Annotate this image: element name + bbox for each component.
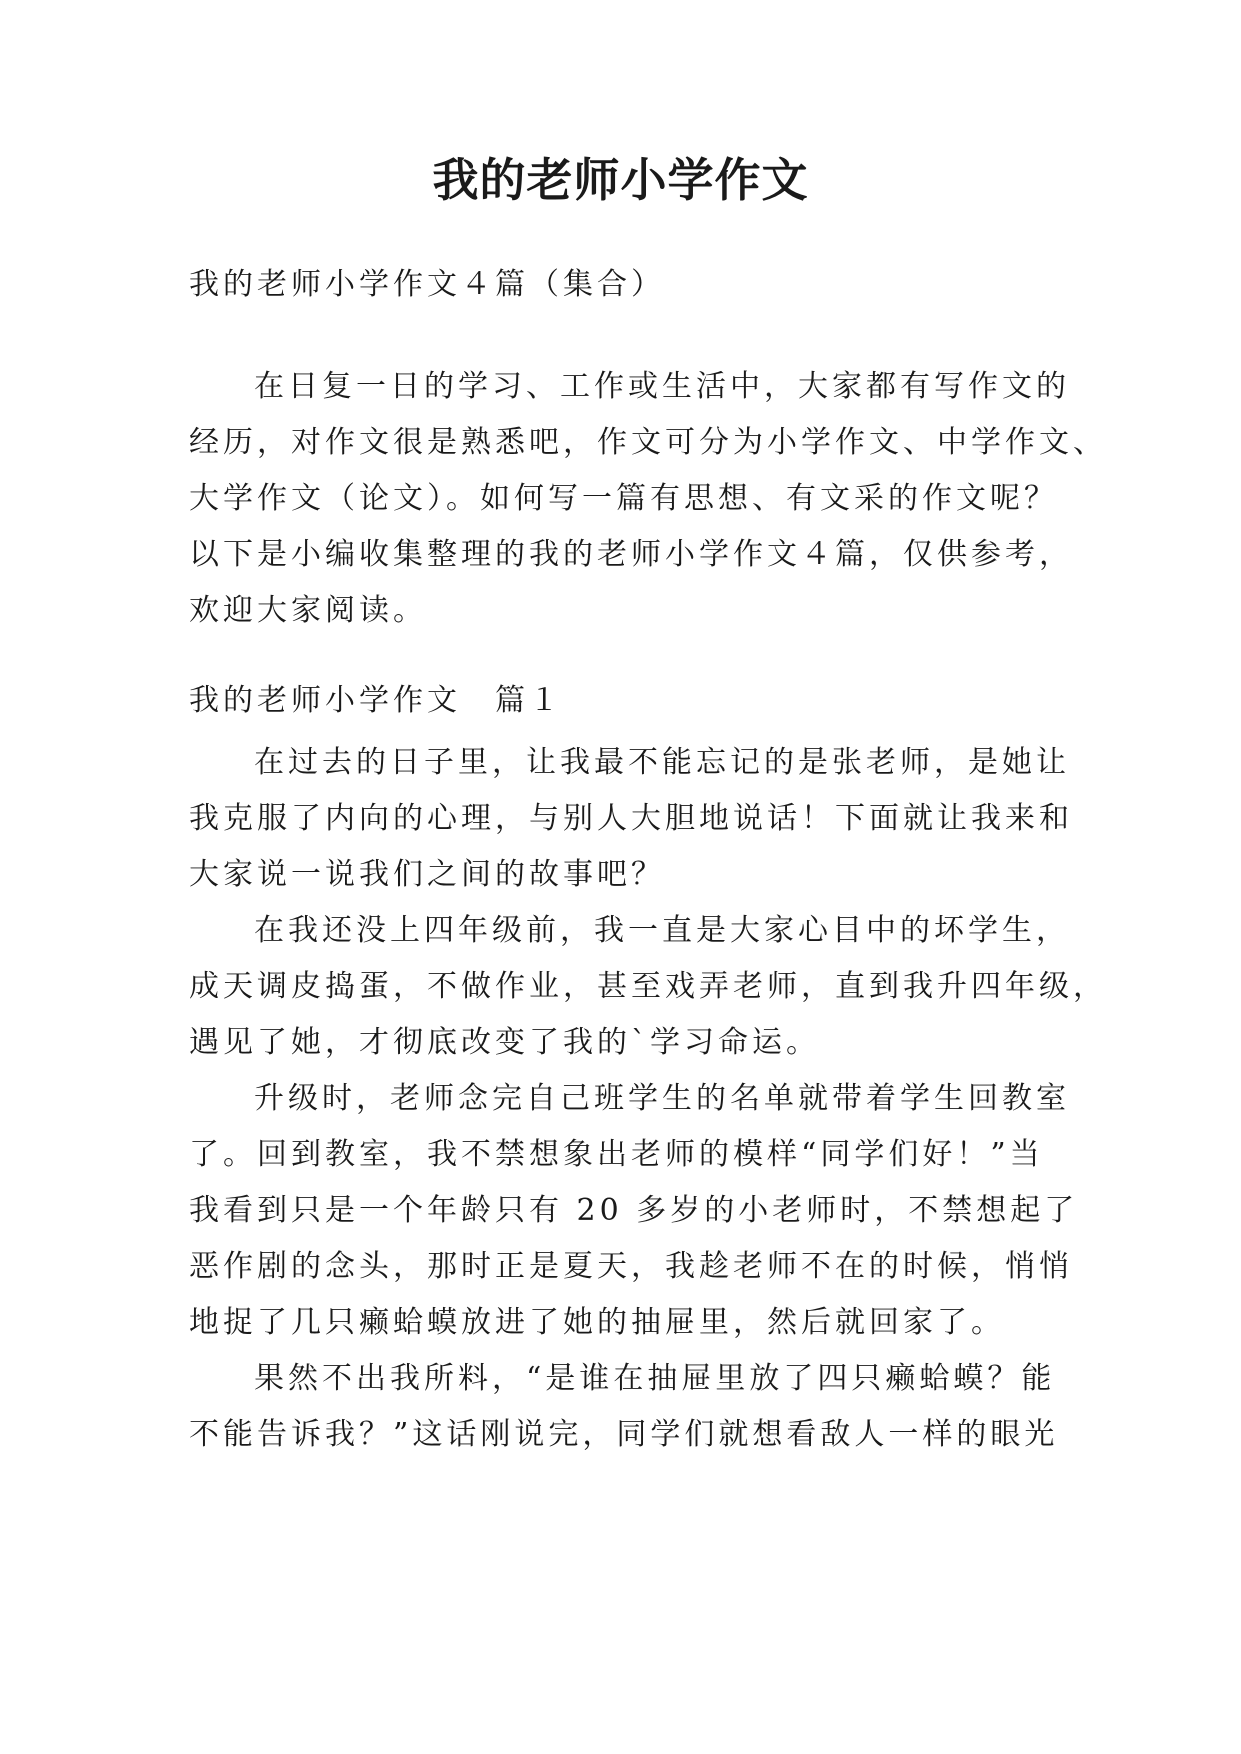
intro-line: 大学作文（论文）。如何写一篇有思想、有文采的作文呢？ (189, 481, 1058, 516)
section-line: 了。回到教室，我不禁想象出老师的模样“同学们好！”当 (189, 1137, 1044, 1172)
section-line: 恶作剧的念头，那时正是夏天，我趁老师不在的时候，悄悄 (189, 1249, 1073, 1284)
document-title: 我的老师小学作文 (432, 153, 809, 207)
section-line: 升级时，老师念完自己班学生的名单就带着学生回教室 (254, 1081, 1070, 1116)
section-line: 不能告诉我？”这话刚说完，同学们就想看敌人一样的眼光 (189, 1417, 1059, 1452)
section-line: 我看到只是一个年龄只有 20 多岁的小老师时，不禁想起了 (189, 1193, 1079, 1228)
section-line: 在我还没上四年级前，我一直是大家心目中的坏学生， (254, 913, 1070, 948)
section-line: 成天调皮捣蛋，不做作业，甚至戏弄老师，直到我升四年级， (189, 969, 1107, 1004)
section-heading: 我的老师小学作文 篇１ (189, 683, 563, 718)
intro-line: 以下是小编收集整理的我的老师小学作文４篇，仅供参考， (189, 537, 1073, 572)
section-line: 地捉了几只癞蛤蟆放进了她的抽屉里，然后就回家了。 (189, 1305, 1005, 1340)
intro-line: 欢迎大家阅读。 (189, 593, 427, 628)
section-line: 我克服了内向的心理，与别人大胆地说话！下面就让我来和 (189, 801, 1073, 836)
document-subtitle: 我的老师小学作文４篇（集合） (189, 267, 665, 302)
section-line: 遇见了她，才彻底改变了我的`学习命运。 (189, 1025, 820, 1060)
intro-line: 在日复一日的学习、工作或生活中，大家都有写作文的 (254, 369, 1070, 404)
section-line: 果然不出我所料，“是谁在抽屉里放了四只癞蛤蟆？能 (254, 1361, 1056, 1396)
section-line: 大家说一说我们之间的故事吧？ (189, 857, 665, 892)
section-line: 在过去的日子里，让我最不能忘记的是张老师，是她让 (254, 745, 1070, 780)
intro-line: 经历，对作文很是熟悉吧，作文可分为小学作文、中学作文、 (189, 425, 1107, 460)
